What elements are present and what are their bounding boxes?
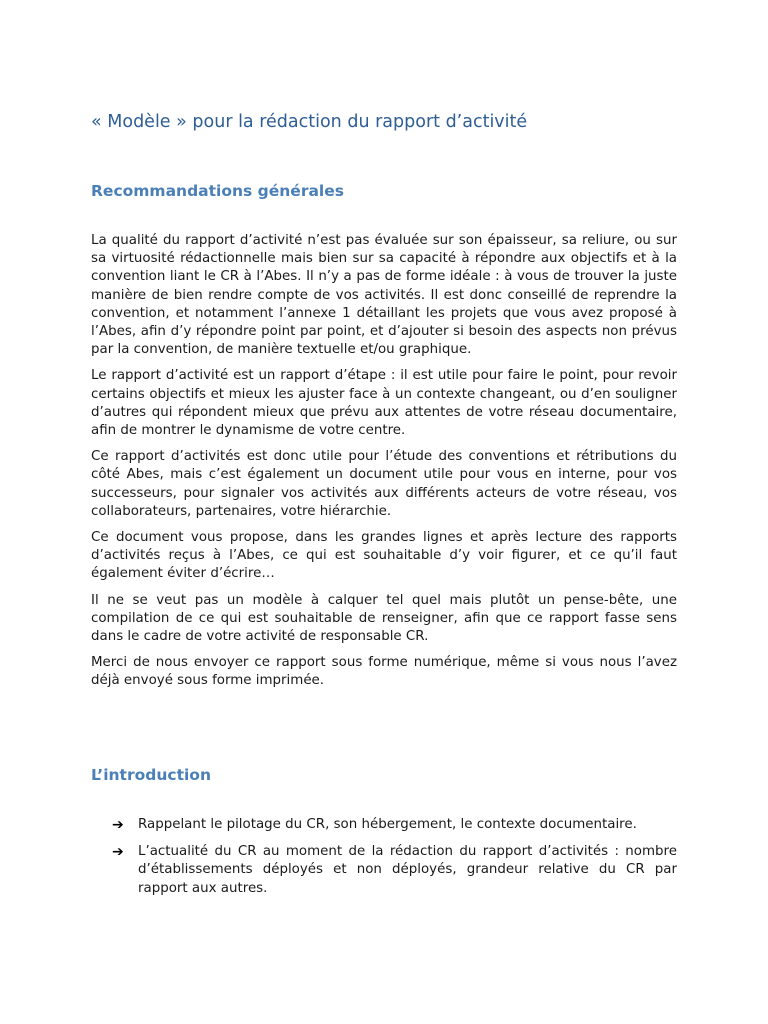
document-title: « Modèle » pour la rédaction du rapport d’activité [91, 112, 528, 132]
section-body-recommandations [91, 232, 677, 699]
section-heading-recommandations: Recommandations générales [91, 182, 344, 200]
list-item-text: L’actualité du CR au moment de la rédaction du rapport d’activités : nombre d’établissements déployés et non déployés, grandeur relative du CR par rapport aux autres. [138, 844, 677, 896]
right-arrow-icon: ➔ [112, 817, 124, 833]
paragraph: Ce rapport d’activités est donc utile pour l’étude des conventions et rétributions du côté Abes, mais c’est également un document utile pour vous en interne, pour vos successeurs, pour signaler vos activités aux différents acteurs de votre réseau, vos collaborateurs, partenaires, votre hiérarchie. [91, 449, 677, 519]
right-arrow-icon: ➔ [112, 844, 124, 861]
list-item [112, 816, 677, 834]
section-heading-introduction: L’introduction [91, 766, 211, 784]
paragraph: La qualité du rapport d’activité n’est pas évaluée sur son épaisseur, sa reliure, ou sur sa virtuosité rédactionnelle mais bien sur sa capacité à répondre aux objectifs et à la convention liant le CR à l’Abes. Il n’y a pas de forme idéale : à vous de trouver la juste manière de bien rendre compte de vos activités. Il est donc conseillé de reprendre la convention, et notamment l’annexe 1 détaillant les projets que vous avez proposé à l’Abes, afin d’y répondre point par point, et d’ajouter si besoin des aspects non prévus par la convention, de manière textuelle et/ou graphique. [91, 233, 677, 358]
paragraph: Ce document vous propose, dans les grandes lignes et après lecture des rapports d’activités reçus à l’Abes, ce qui est souhaitable d’y voir figurer, et ce qu’il faut également éviter d’écrire… [91, 530, 677, 582]
paragraph: Merci de nous envoyer ce rapport sous forme numérique, même si vous nous l’avez déjà envoyé sous forme imprimée. [91, 655, 677, 689]
paragraph: Le rapport d’activité est un rapport d’étape : il est utile pour faire le point, pour revoir certains objectifs et mieux les ajuster face à un contexte changeant, ou d’en souligner d’autres qui répondent mieux que prévu aux attentes de votre réseau documentaire, afin de montrer le dynamisme de votre centre. [91, 368, 677, 439]
paragraph: Il ne se veut pas un modèle à calquer tel quel mais plutôt un pense-bête, une compilation de ce qui est souhaitable de renseigner, afin que ce rapport fasse sens dans le cadre de votre activité de responsable CR. [91, 592, 677, 645]
list-item [112, 843, 677, 898]
list-item-text: Rappelant le pilotage du CR, son hébergement, le contexte documentaire. [138, 817, 637, 832]
bullet-list [112, 816, 677, 907]
